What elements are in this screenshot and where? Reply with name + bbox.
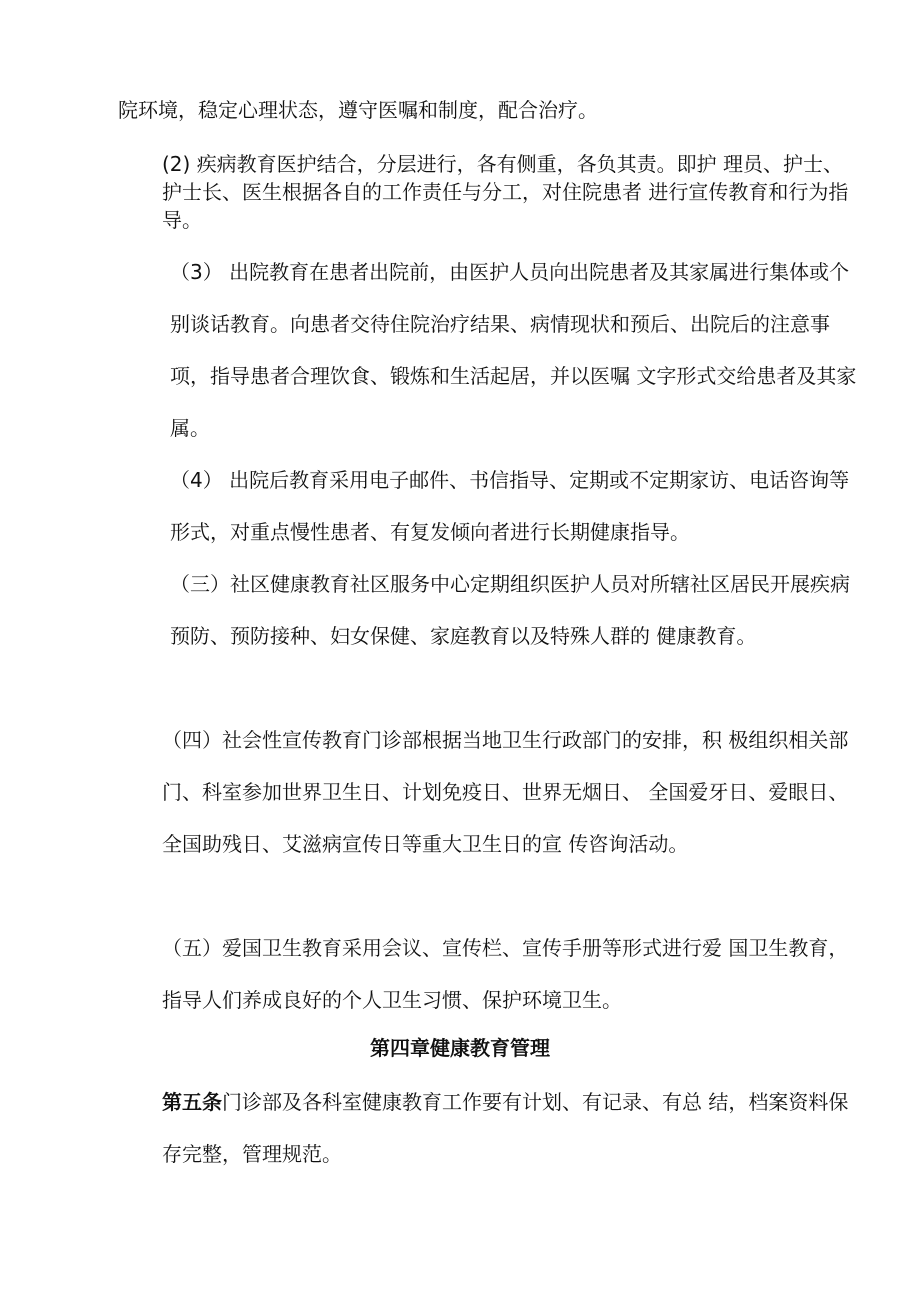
paragraph-item-3: （3） 出院教育在患者出院前，由医护人员向出院患者及其家属进行集体或个别谈话教育。向患者交待住院治疗结果、病情现状和预后、出院后的注意事项，指导患者合理饮食、锻炼和生活起居，并以医嘱 文字形式交给患者及其家属。	[170, 260, 857, 440]
paragraph-item-4: （4） 出院后教育采用电子邮件、书信指导、定期或不定期家访、电话咨询等形式，对重点慢性患者、有复发倾向者进行长期健康指导。	[170, 468, 850, 544]
chapter-heading: 第四章健康教育管理	[370, 1036, 550, 1060]
paragraph-item-2: (2) 疾病教育医护结合，分层进行，各有侧重，各负其责。即护 理员、护士、护士长、医生根据各自的工作责任与分工，对住院患者 进行宣传教育和行为指导。	[162, 152, 849, 232]
paragraph-patriotic-health: （五）爱国卫生教育采用会议、宣传栏、宣传手册等形式进行爱 国卫生教育，指导人们养成良好的个人卫生习惯、保护环境卫生。	[162, 936, 849, 1012]
article-5	[118, 1076, 852, 1180]
paragraph-community-education: （三）社区健康教育社区服务中心定期组织医护人员对所辖社区居民开展疾病预防、预防接种、妇女保健、家庭教育以及特殊人群的 健康教育。	[170, 572, 850, 648]
paragraph-continuation: 院环境，稳定心理状态，遵守医嘱和制度，配合治疗。	[118, 98, 598, 122]
article-text: 门诊部及各科室健康教育工作要有计划、有记录、有总 结，档案资料保存完整，管理规范。	[162, 1090, 849, 1166]
paragraph-social-education: （四）社会性宣传教育门诊部根据当地卫生行政部门的安排，积 极组织相关部门、科室参加世界卫生日、计划免疫日、世界无烟日、 全国爱牙日、爱眼日、全国助残日、艾滋病宣传日等重大卫生日的宣 传咨询活动。	[162, 728, 849, 856]
article-label: 第五条	[162, 1090, 222, 1114]
